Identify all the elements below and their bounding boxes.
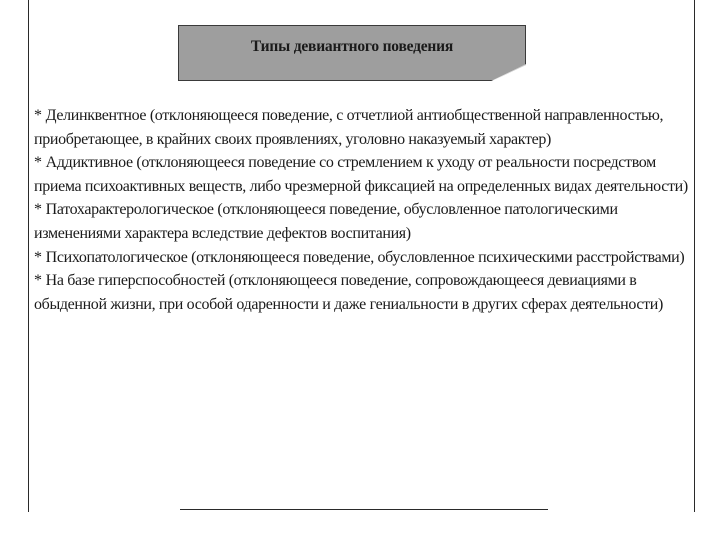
bullet-marker: * [34,272,42,290]
list-item-delinquent [34,104,694,151]
right-border-line [694,0,695,512]
list-item-text: Аддиктивное (отклоняющееся поведение со стремлением к уходу от реальности посредством приема психоактивных веществ, либо чрезмерной фиксацией на определенных видах деятельности) [34,154,688,195]
bullet-marker: * [34,248,42,266]
bullet-marker: * [34,107,42,124]
deviant-behavior-list [34,104,694,316]
page-title: Типы девиантного поведения [250,38,454,55]
list-item-text: На базе гиперспособностей (отклоняющееся поведение, сопровождающееся девиациями в обыденной жизни, при особой одаренности и даже гениальности в других сферах деятельности) [34,272,663,313]
bottom-divider [180,509,548,510]
list-item-text: Психопатологическое (отклоняющееся поведение, обусловленное психическими расстройствами) [45,248,685,266]
bullet-marker: * [34,201,42,219]
list-item-addictive [34,151,694,198]
left-border-line [28,0,29,512]
bullet-marker: * [34,154,42,172]
list-item-text: Делинквентное (отклоняющееся поведение, с отчетлиой антиобщественной направленностью, приобретающее, в крайних своих проявлениях, уголовно наказуемый характер) [34,107,664,148]
list-item-hyperabilities [34,269,694,316]
list-item-psychopathological [34,246,694,270]
list-item-pathocharacterological [34,198,694,245]
list-item-text: Патохарактерологическое (отклоняющееся поведение, обусловленное патологическими изменениями характера вследствие дефектов воспитания) [34,201,618,242]
